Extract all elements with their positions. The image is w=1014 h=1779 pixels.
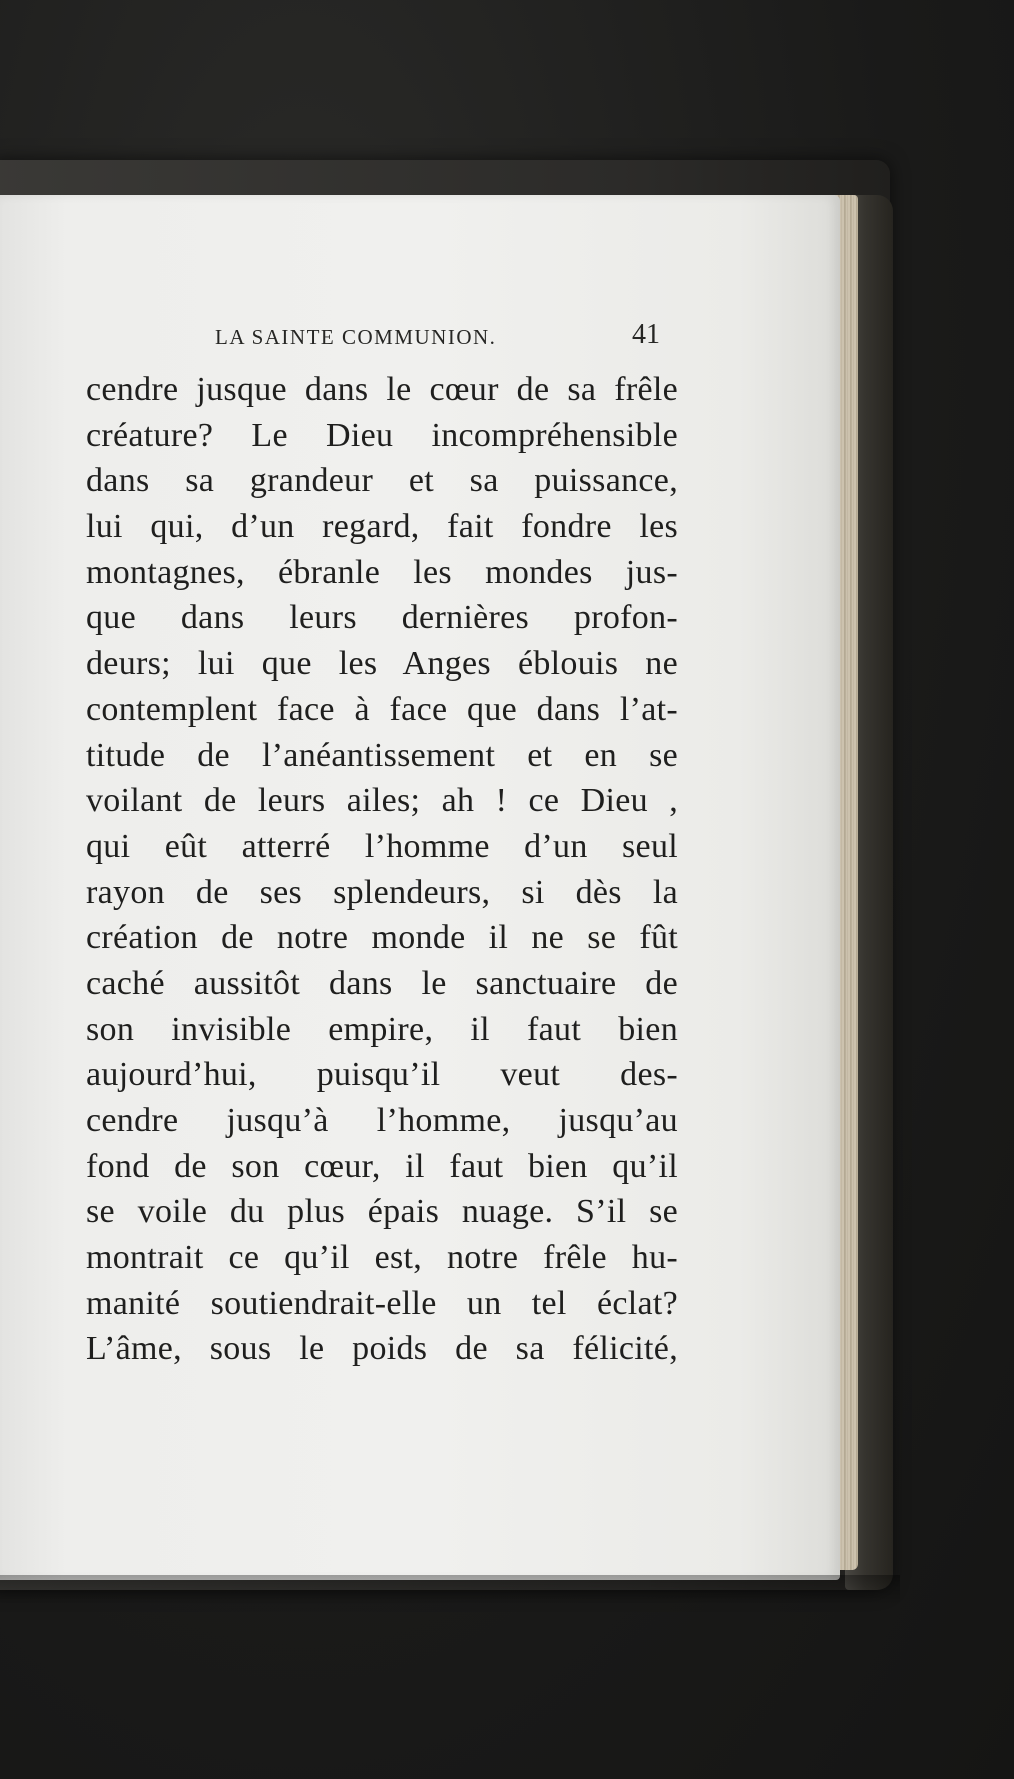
page-bottom-shadow xyxy=(0,1575,900,1605)
page-number: 41 xyxy=(632,319,660,350)
text-line: création de notre monde il ne se fût xyxy=(86,919,678,957)
text-line: titude de l’anéantissement et en se xyxy=(86,736,678,774)
book-page xyxy=(0,195,840,1580)
text-line: qui eût atterré l’homme d’un seul xyxy=(86,827,678,865)
text-line: fond de son cœur, il faut bien qu’il xyxy=(86,1147,678,1185)
text-line: aujourd’hui, puisqu’il veut des- xyxy=(86,1056,678,1094)
text-line: L’âme, sous le poids de sa félicité, xyxy=(86,1330,678,1368)
text-line: contemplent face à face que dans l’at- xyxy=(86,690,678,728)
text-line: que dans leurs dernières profon- xyxy=(86,599,678,637)
text-line: manité soutiendrait-elle un tel éclat? xyxy=(86,1284,678,1322)
text-line: créature? Le Dieu incompréhensible xyxy=(86,416,678,454)
text-line: rayon de ses splendeurs, si dès la xyxy=(86,873,678,911)
text-line: cendre jusque dans le cœur de sa frêle xyxy=(86,371,678,408)
text-line: lui qui, d’un regard, fait fondre les xyxy=(86,508,678,546)
text-line: montrait ce qu’il est, notre frêle hu- xyxy=(86,1239,678,1277)
text-line: se voile du plus épais nuage. S’il se xyxy=(86,1193,678,1231)
text-line: dans sa grandeur et sa puissance, xyxy=(86,462,678,500)
page-header xyxy=(0,319,840,365)
text-line: caché aussitôt dans le sanctuaire de xyxy=(86,964,678,1002)
text-line: montagnes, ébranle les mondes jus- xyxy=(86,553,678,591)
body-text xyxy=(86,367,678,1372)
text-line: son invisible empire, il faut bien xyxy=(86,1010,678,1048)
text-line: cendre jusqu’à l’homme, jusqu’au xyxy=(86,1102,678,1139)
running-title: LA SAINTE COMMUNION. xyxy=(215,325,497,349)
text-line: deurs; lui que les Anges éblouis ne xyxy=(86,645,678,683)
text-line: voilant de leurs ailes; ah ! ce Dieu , xyxy=(86,782,678,820)
